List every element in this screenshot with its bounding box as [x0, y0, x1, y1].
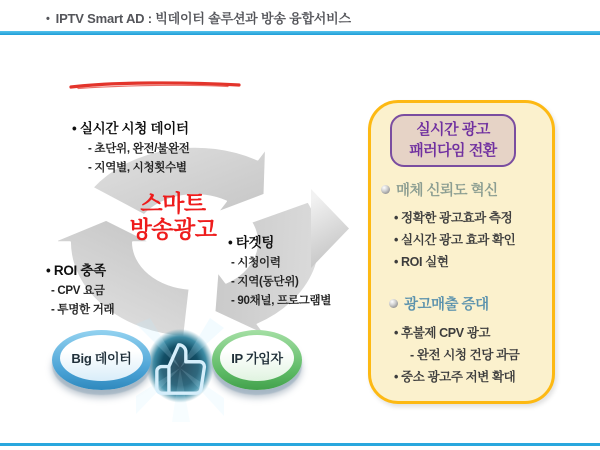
cycle-item-roi — [46, 259, 114, 317]
title-bullet: • — [46, 13, 50, 25]
roi-sub2: - 투명한 거래 — [51, 304, 115, 316]
roi-title: • ROI 충족 — [46, 263, 106, 278]
section1-item: • 정확한 광고효과 측정 — [394, 211, 513, 225]
footer-rule — [0, 443, 600, 446]
chip-big-data — [52, 330, 151, 390]
section2-item: • 중소 광고주 저변 확대 — [394, 370, 516, 384]
targeting-sub1: - 시청이력 — [231, 257, 281, 269]
sphere-bullet-icon — [389, 299, 398, 308]
section2-heading — [389, 293, 489, 314]
header-rule — [0, 31, 600, 35]
panel-title-line1: 실시간 광고 — [416, 121, 490, 139]
panel-title-line2: 패러다임 전환 — [409, 141, 497, 159]
roi-sub1: - CPV 요금 — [51, 285, 105, 297]
page-title — [46, 8, 351, 27]
thumbs-up-icon — [152, 340, 210, 398]
targeting-sub3: - 90채널, 프로그램별 — [231, 295, 332, 307]
cycle-center-label — [103, 191, 243, 243]
section2-heading-text: 광고매출 증대 — [404, 297, 489, 313]
targeting-sub2: - 지역(동단위) — [231, 276, 299, 288]
red-brush-stroke — [68, 80, 244, 92]
cycle-center-line2: 방송광고 — [129, 215, 217, 242]
realtime-sub1: - 초단위, 완전/불완전 — [88, 143, 190, 155]
targeting-title: • 타겟팅 — [228, 235, 275, 250]
section2-item: - 완전 시청 건당 과금 — [410, 348, 520, 362]
panel-title-box — [390, 114, 516, 167]
section1-item: • ROI 실현 — [394, 255, 449, 269]
cycle-item-realtime — [72, 117, 190, 175]
chip-big-data-label: Big 데이터 — [71, 350, 132, 366]
section1-heading-text: 매체 신뢰도 혁신 — [396, 183, 498, 199]
section2-item: • 후불제 CPV 광고 — [394, 326, 491, 340]
result-panel — [368, 100, 555, 404]
chip-ip-subscriber — [212, 330, 302, 390]
sphere-bullet-icon — [381, 185, 390, 194]
section1-heading — [381, 179, 498, 200]
section1-item: • 실시간 광고 효과 확인 — [394, 233, 516, 247]
realtime-sub2: - 지역별, 시청횟수별 — [88, 162, 187, 174]
page-title-text: IPTV Smart AD : 빅데이터 솔루션과 방송 융합서비스 — [55, 11, 351, 26]
chip-ip-subscriber-label: IP 가입자 — [231, 350, 283, 366]
cycle-center-line1: 스마트 — [140, 190, 206, 216]
realtime-title: • 실시간 시청 데이터 — [72, 121, 189, 136]
